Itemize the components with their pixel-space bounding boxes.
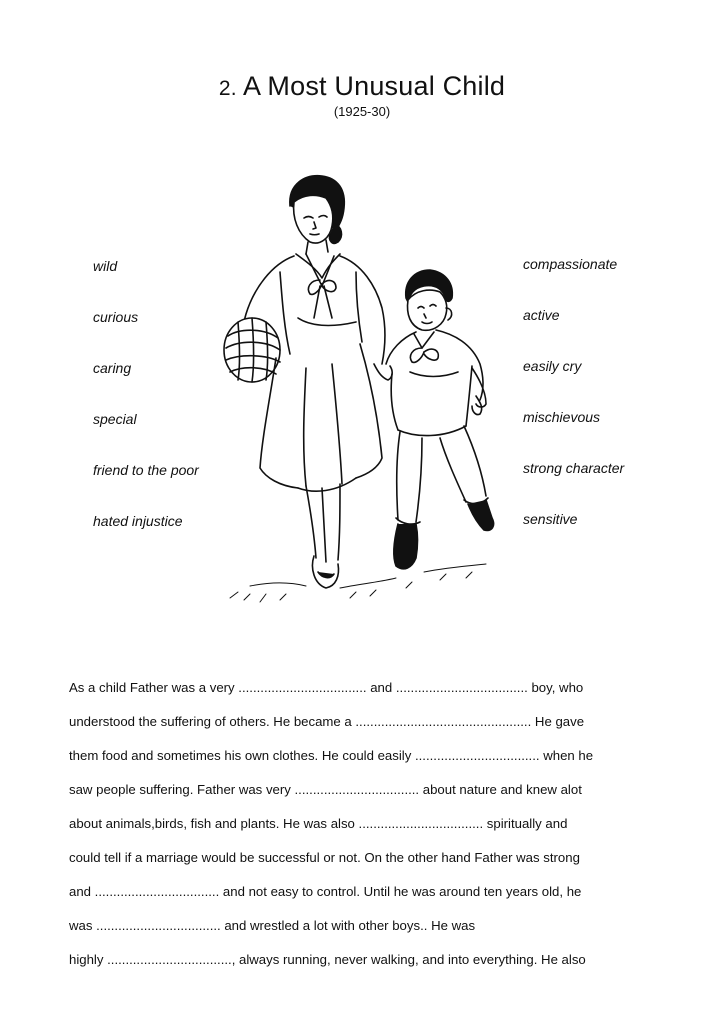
word-left-4: special <box>93 411 137 427</box>
title-text: A Most Unusual Child <box>243 71 506 101</box>
word-right-6: sensitive <box>523 511 578 527</box>
text-line-5: about animals,birds, fish and plants. He was also .................................. spiritually and <box>69 816 568 831</box>
text-line-6: could tell if a marriage would be successful or not. On the other hand Father was strong <box>69 850 580 865</box>
word-right-5: strong character <box>523 460 625 476</box>
text-line-9: highly .................................., always running, never walking, and into everything. He also <box>69 952 586 967</box>
text-line-3: them food and sometimes his own clothes. He could easily .................................. when he <box>69 748 594 763</box>
text-line-8: was .................................. and wrestled a lot with other boys.. He was <box>69 918 476 933</box>
word-right-3: easily cry <box>523 358 582 374</box>
word-left-6: hated injustice <box>93 513 183 529</box>
page-title <box>0 70 724 105</box>
word-left-3: caring <box>93 360 132 376</box>
mother-and-child-drawing-icon <box>210 168 510 618</box>
title-number: 2. <box>218 77 237 100</box>
word-right-4: mischievous <box>523 409 601 425</box>
word-left-5: friend to the poor <box>93 462 199 478</box>
text-line-4: saw people suffering. Father was very .................................. about nature and knew alot <box>69 782 582 797</box>
page-subtitle-years: (1925-30) <box>333 104 391 119</box>
text-line-2: understood the suffering of others. He became a ................................................ He gave <box>69 714 585 729</box>
word-left-2: curious <box>93 309 139 325</box>
word-right-1: compassionate <box>523 256 618 272</box>
word-left-1: wild <box>93 258 118 274</box>
word-right-2: active <box>523 307 560 323</box>
text-line-1: As a child Father was a very ................................... and .................................... boy, who <box>69 680 584 695</box>
text-line-7: and .................................. and not easy to control. Until he was around ten years old, he <box>69 884 582 899</box>
